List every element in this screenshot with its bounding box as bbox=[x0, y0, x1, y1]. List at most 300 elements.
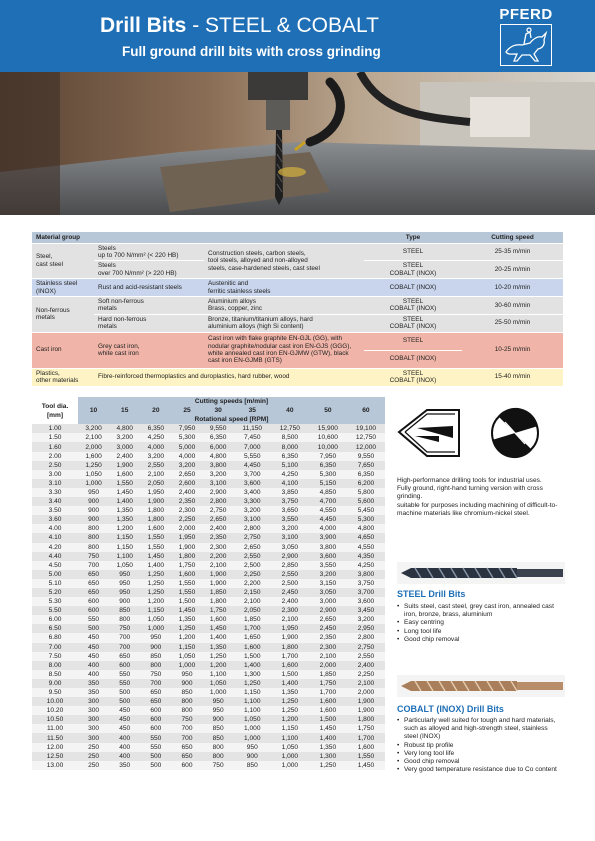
rpm-cell: 4,550 bbox=[309, 506, 347, 515]
rpm-cell: 850 bbox=[171, 688, 202, 697]
speed-cell: 10-25 m/min bbox=[462, 332, 563, 368]
rpm-cell: 15,900 bbox=[309, 424, 347, 433]
rpm-cell: 1,000 bbox=[234, 724, 271, 733]
rpm-cell: 1,950 bbox=[171, 533, 202, 542]
rpm-cell: 1,250 bbox=[203, 652, 234, 661]
rpm-cell: 9,550 bbox=[203, 424, 234, 433]
rpm-cell: 1,950 bbox=[271, 624, 309, 633]
rpm-cell: 1,600 bbox=[347, 743, 385, 752]
rpm-cell: 1,250 bbox=[140, 588, 171, 597]
rpm-cell: 4,700 bbox=[309, 497, 347, 506]
cutting-speed-value: 50 bbox=[309, 406, 347, 415]
rpm-cell: 650 bbox=[78, 579, 109, 588]
rpm-cell: 650 bbox=[140, 697, 171, 706]
speed-cell: 30-60 m/min bbox=[462, 296, 563, 314]
rpm-cell: 1,850 bbox=[234, 615, 271, 624]
rpm-cell: 3,050 bbox=[271, 543, 309, 552]
cutting-speed-value: 35 bbox=[234, 406, 271, 415]
rpm-cell: 3,100 bbox=[234, 515, 271, 524]
rpm-cell: 250 bbox=[78, 743, 109, 752]
rpm-cell: 550 bbox=[109, 670, 140, 679]
table-row bbox=[32, 670, 385, 679]
description-line: Fully ground, right-hand turning version with cross grinding. bbox=[397, 485, 543, 501]
cutting-speed-value: 60 bbox=[347, 406, 385, 415]
rpm-cell: 4,650 bbox=[347, 533, 385, 542]
rpm-cell: 1,000 bbox=[271, 761, 309, 770]
rpm-cell: 1,600 bbox=[271, 661, 309, 670]
rpm-cell: 400 bbox=[78, 670, 109, 679]
rpm-cell: 6,350 bbox=[203, 433, 234, 442]
rpm-cell: 4,000 bbox=[140, 442, 171, 451]
rpm-cell: 3,050 bbox=[309, 588, 347, 597]
rpm-cell: 6,350 bbox=[309, 461, 347, 470]
rpm-cell: 1,350 bbox=[171, 615, 202, 624]
rpm-cell: 1,600 bbox=[309, 697, 347, 706]
rpm-cell: 650 bbox=[78, 588, 109, 597]
rpm-cell: 1,200 bbox=[271, 715, 309, 724]
rpm-cell: 4,000 bbox=[309, 524, 347, 533]
tool-diameter-cell: 3.50 bbox=[32, 506, 78, 515]
tool-diameter-cell: 11.50 bbox=[32, 733, 78, 742]
table-row bbox=[32, 643, 385, 652]
rpm-cell: 1,450 bbox=[309, 724, 347, 733]
rpm-cell: 1,350 bbox=[203, 643, 234, 652]
rpm-cell: 1,900 bbox=[109, 461, 140, 470]
rpm-cell: 8,500 bbox=[271, 433, 309, 442]
rpm-cell: 2,750 bbox=[347, 643, 385, 652]
rpm-cell: 4,800 bbox=[109, 424, 140, 433]
rpm-cell: 6,350 bbox=[347, 470, 385, 479]
rpm-cell: 2,500 bbox=[271, 579, 309, 588]
rpm-cell: 550 bbox=[140, 733, 171, 742]
cobalt-bullet-list bbox=[397, 717, 562, 774]
examples-cell: Construction steels, carbon steels, tool steels, alloyed and non-alloyed steels, case-hardened steels, cast steel bbox=[204, 243, 364, 279]
rpm-cell: 450 bbox=[78, 652, 109, 661]
steel-drill-bit-image bbox=[397, 562, 565, 584]
rpm-cell: 300 bbox=[78, 706, 109, 715]
rpm-cell: 1,500 bbox=[234, 652, 271, 661]
rpm-cell: 300 bbox=[78, 715, 109, 724]
rpm-cell: 450 bbox=[109, 724, 140, 733]
rpm-cell: 1,000 bbox=[234, 733, 271, 742]
rpm-cell: 5,600 bbox=[347, 497, 385, 506]
table-row bbox=[32, 733, 385, 742]
table-row bbox=[32, 597, 385, 606]
table-row bbox=[32, 497, 385, 506]
rpm-cell: 2,450 bbox=[309, 624, 347, 633]
rpm-cell: 2,550 bbox=[234, 552, 271, 561]
rpm-cell: 2,050 bbox=[140, 479, 171, 488]
tool-diameter-cell: 5.20 bbox=[32, 588, 78, 597]
rpm-cell: 2,050 bbox=[234, 606, 271, 615]
rpm-cell: 3,300 bbox=[234, 497, 271, 506]
rpm-cell: 2,650 bbox=[171, 470, 202, 479]
sub-group-cell: Hard non-ferrous metals bbox=[94, 314, 204, 332]
list-item: • Very good temperature resistance due to Co content bbox=[397, 766, 562, 774]
rpm-cell: 2,400 bbox=[171, 488, 202, 497]
rpm-cell: 1,100 bbox=[234, 706, 271, 715]
rpm-cell: 1,100 bbox=[234, 697, 271, 706]
rpm-cell: 800 bbox=[203, 743, 234, 752]
tool-diameter-cell: 11.00 bbox=[32, 724, 78, 733]
tool-diameter-cell: 6.00 bbox=[32, 615, 78, 624]
header-material-group: Material group bbox=[32, 232, 364, 243]
rpm-cell: 5,100 bbox=[271, 461, 309, 470]
speed-cell: 10-20 m/min bbox=[462, 279, 563, 297]
rpm-cell: 900 bbox=[78, 515, 109, 524]
list-item: • Long tool life bbox=[397, 628, 562, 636]
tool-diameter-cell: 8.00 bbox=[32, 661, 78, 670]
rpm-cell: 650 bbox=[140, 688, 171, 697]
table-row bbox=[32, 515, 385, 524]
rpm-cell: 5,000 bbox=[171, 442, 202, 451]
rpm-cell: 2,100 bbox=[271, 615, 309, 624]
rpm-cell: 950 bbox=[234, 743, 271, 752]
tool-diameter-cell: 4.50 bbox=[32, 561, 78, 570]
rpm-cell: 3,200 bbox=[140, 452, 171, 461]
rpm-cell: 12,750 bbox=[347, 433, 385, 442]
rpm-cell: 2,800 bbox=[234, 524, 271, 533]
table-row bbox=[32, 296, 563, 314]
rpm-cell: 800 bbox=[109, 615, 140, 624]
sub-group-cell: Rust and acid-resistant steels bbox=[94, 279, 204, 297]
list-item: • Suits steel, cast steel, grey cast iron, annealed cast iron, bronze, brass, aluminium bbox=[397, 603, 562, 619]
rpm-cell: 1,450 bbox=[203, 624, 234, 633]
rpm-cell: 1,050 bbox=[78, 470, 109, 479]
rpm-cell: 2,500 bbox=[234, 561, 271, 570]
rpm-cell: 2,200 bbox=[234, 579, 271, 588]
rpm-cell: 400 bbox=[78, 661, 109, 670]
rpm-cell: 750 bbox=[171, 715, 202, 724]
cross-grinding-diagram bbox=[397, 402, 547, 464]
rpm-cell: 2,100 bbox=[309, 652, 347, 661]
rpm-cell: 1,050 bbox=[234, 715, 271, 724]
rpm-cell: 450 bbox=[109, 715, 140, 724]
rpm-cell: 1,250 bbox=[78, 461, 109, 470]
page-title bbox=[100, 14, 379, 38]
rpm-cell: 12,000 bbox=[347, 442, 385, 451]
rpm-cell: 850 bbox=[109, 606, 140, 615]
rpm-cell: 1,100 bbox=[109, 552, 140, 561]
rpm-cell: 800 bbox=[78, 543, 109, 552]
rpm-cell: 1,800 bbox=[347, 715, 385, 724]
tool-diameter-cell: 6.50 bbox=[32, 624, 78, 633]
rpm-cell: 7,950 bbox=[171, 424, 202, 433]
rpm-cell: 2,100 bbox=[203, 561, 234, 570]
rpm-cell: 7,650 bbox=[347, 461, 385, 470]
rpm-cell: 3,600 bbox=[347, 597, 385, 606]
rpm-cell: 500 bbox=[109, 688, 140, 697]
rpm-cell: 700 bbox=[109, 633, 140, 642]
rpm-cell: 1,900 bbox=[347, 697, 385, 706]
rpm-cell: 1,900 bbox=[171, 543, 202, 552]
description-line: High-performance drilling tools for industrial uses. bbox=[397, 477, 542, 484]
rpm-cell: 4,350 bbox=[347, 552, 385, 561]
product-description bbox=[397, 477, 562, 518]
speed-cell: 25-35 m/min bbox=[462, 243, 563, 261]
rpm-cell: 1,350 bbox=[271, 688, 309, 697]
type-cell: COBALT (INOX) bbox=[364, 350, 462, 368]
examples-cell: Bronze, titanium/titanium alloys, hard aluminium alloys (high Si content) bbox=[204, 314, 364, 332]
rpm-cell: 1,000 bbox=[140, 624, 171, 633]
table-row bbox=[32, 479, 385, 488]
rpm-cell: 1,900 bbox=[140, 497, 171, 506]
cobalt-drill-bit-image bbox=[397, 675, 565, 697]
rpm-cell: 3,200 bbox=[203, 470, 234, 479]
rpm-cell: 1,450 bbox=[109, 488, 140, 497]
rpm-cell: 1,050 bbox=[203, 679, 234, 688]
rpm-cell: 2,900 bbox=[309, 606, 347, 615]
logo-text: PFERD bbox=[499, 6, 553, 23]
rpm-cell: 3,800 bbox=[347, 570, 385, 579]
rpm-cell: 6,350 bbox=[140, 424, 171, 433]
rpm-cell: 1,300 bbox=[234, 670, 271, 679]
rpm-cell: 1,400 bbox=[140, 561, 171, 570]
material-group-cell: Non-ferrous metals bbox=[32, 296, 94, 332]
rpm-cell: 5,550 bbox=[234, 452, 271, 461]
tool-diameter-cell: 5.30 bbox=[32, 597, 78, 606]
rpm-cell: 1,800 bbox=[171, 552, 202, 561]
rpm-cell: 3,200 bbox=[309, 570, 347, 579]
rpm-cell: 3,400 bbox=[234, 488, 271, 497]
rpm-cell: 2,650 bbox=[234, 543, 271, 552]
rpm-cell: 3,200 bbox=[109, 433, 140, 442]
rpm-cell: 1,000 bbox=[78, 479, 109, 488]
tool-diameter-cell: 1.00 bbox=[32, 424, 78, 433]
page-header bbox=[0, 0, 595, 72]
tool-diameter-cell: 6.80 bbox=[32, 633, 78, 642]
rpm-cell: 1,550 bbox=[171, 579, 202, 588]
rpm-cell: 700 bbox=[171, 733, 202, 742]
examples-cell: Aluminium alloys Brass, copper, zinc bbox=[204, 296, 364, 314]
rpm-cell: 2,250 bbox=[234, 570, 271, 579]
rpm-cell: 2,350 bbox=[171, 497, 202, 506]
table-row bbox=[32, 688, 385, 697]
list-item: • Good chip removal bbox=[397, 758, 562, 766]
rpm-cell: 12,750 bbox=[271, 424, 309, 433]
rpm-cell: 900 bbox=[78, 497, 109, 506]
rpm-cell: 900 bbox=[109, 597, 140, 606]
rpm-cell: 1,500 bbox=[171, 597, 202, 606]
table-row bbox=[32, 570, 385, 579]
table-row bbox=[32, 633, 385, 642]
rpm-cell: 1,400 bbox=[309, 733, 347, 742]
rpm-cell: 950 bbox=[140, 633, 171, 642]
rpm-cell: 700 bbox=[78, 561, 109, 570]
rpm-cell: 800 bbox=[78, 533, 109, 542]
header-type: Type bbox=[364, 232, 462, 243]
rpm-cell: 9,550 bbox=[347, 452, 385, 461]
rpm-cell: 700 bbox=[171, 724, 202, 733]
rpm-cell: 1,700 bbox=[347, 733, 385, 742]
rpm-cell: 10,600 bbox=[309, 433, 347, 442]
rpm-cell: 450 bbox=[78, 643, 109, 652]
rpm-cell: 600 bbox=[140, 724, 171, 733]
table-row bbox=[32, 561, 385, 570]
rpm-cell: 800 bbox=[78, 524, 109, 533]
type-cell: STEEL COBALT (INOX) bbox=[364, 296, 462, 314]
rpm-cell: 1,400 bbox=[109, 497, 140, 506]
list-item: • Particularly well suited for tough and hard materials, such as alloyed and high-strength steel, stainless steel (INOX) bbox=[397, 717, 562, 742]
rpm-cell: 1,250 bbox=[309, 761, 347, 770]
rpm-cell: 1,600 bbox=[78, 452, 109, 461]
rpm-cell: 350 bbox=[78, 688, 109, 697]
table-row bbox=[32, 461, 385, 470]
tool-diameter-cell: 9.00 bbox=[32, 679, 78, 688]
rpm-cell: 2,000 bbox=[171, 524, 202, 533]
rpm-cell: 600 bbox=[171, 761, 202, 770]
rpm-cell: 8,000 bbox=[271, 442, 309, 451]
rpm-cell: 1,150 bbox=[171, 643, 202, 652]
rpm-cell: 3,900 bbox=[309, 533, 347, 542]
title-rest: - STEEL & COBALT bbox=[186, 14, 379, 37]
list-item: • Very long tool life bbox=[397, 750, 562, 758]
rpm-cell: 7,950 bbox=[309, 452, 347, 461]
speed-cell: 15-40 m/min bbox=[462, 368, 563, 386]
rpm-table bbox=[32, 397, 385, 770]
rpm-cell: 2,100 bbox=[78, 433, 109, 442]
sub-group-cell: Grey cast iron, white cast iron bbox=[94, 332, 204, 368]
rpm-cell: 2,300 bbox=[271, 606, 309, 615]
rpm-cell: 1,600 bbox=[140, 524, 171, 533]
rpm-cell: 300 bbox=[78, 733, 109, 742]
rpm-cell: 1,150 bbox=[234, 688, 271, 697]
rpm-cell: 4,250 bbox=[347, 561, 385, 570]
rpm-cell: 1,000 bbox=[271, 752, 309, 761]
rpm-cell: 1,250 bbox=[234, 679, 271, 688]
rpm-cell: 2,150 bbox=[234, 588, 271, 597]
rpm-cell: 1,850 bbox=[203, 588, 234, 597]
rpm-cell: 800 bbox=[203, 752, 234, 761]
tool-diameter-cell: 3.60 bbox=[32, 515, 78, 524]
rpm-cell: 1,550 bbox=[140, 533, 171, 542]
rpm-cell: 6,200 bbox=[347, 479, 385, 488]
rpm-cell: 250 bbox=[78, 752, 109, 761]
tool-diameter-cell: 7.50 bbox=[32, 652, 78, 661]
rpm-cell: 5,450 bbox=[347, 506, 385, 515]
rpm-cell: 1,350 bbox=[109, 515, 140, 524]
tool-diameter-cell: 13.00 bbox=[32, 761, 78, 770]
rpm-cell: 2,600 bbox=[171, 479, 202, 488]
rpm-cell: 3,150 bbox=[309, 579, 347, 588]
rpm-cell: 19,100 bbox=[347, 424, 385, 433]
rpm-cell: 1,400 bbox=[234, 661, 271, 670]
table-row bbox=[32, 552, 385, 561]
examples-cell: Austenitic and ferritic stainless steels bbox=[204, 279, 364, 297]
rpm-cell: 950 bbox=[109, 579, 140, 588]
rpm-cell: 850 bbox=[140, 652, 171, 661]
rpm-cell: 1,300 bbox=[309, 752, 347, 761]
rpm-cell: 950 bbox=[109, 570, 140, 579]
rpm-cell: 1,800 bbox=[203, 597, 234, 606]
tool-diameter-cell: 1.50 bbox=[32, 433, 78, 442]
table-row bbox=[32, 424, 385, 433]
rpm-cell: 1,150 bbox=[109, 543, 140, 552]
rpm-cell: 2,350 bbox=[203, 533, 234, 542]
rpm-cell: 750 bbox=[203, 761, 234, 770]
rpm-cell: 750 bbox=[140, 670, 171, 679]
rpm-cell: 1,950 bbox=[140, 488, 171, 497]
rpm-cell: 800 bbox=[140, 661, 171, 670]
table-row bbox=[32, 543, 385, 552]
rpm-cell: 1,700 bbox=[309, 688, 347, 697]
steel-bullet-list bbox=[397, 603, 562, 644]
rpm-cell: 1,250 bbox=[140, 579, 171, 588]
rpm-cell: 2,750 bbox=[234, 533, 271, 542]
rpm-cell: 1,000 bbox=[171, 661, 202, 670]
rpm-table-body bbox=[32, 424, 385, 770]
table-row bbox=[32, 470, 385, 479]
rpm-cell: 1,550 bbox=[140, 543, 171, 552]
rpm-cell: 3,200 bbox=[78, 424, 109, 433]
rpm-cell: 3,550 bbox=[309, 561, 347, 570]
rpm-cell: 3,750 bbox=[271, 497, 309, 506]
table-row bbox=[32, 332, 563, 350]
rpm-cell: 1,900 bbox=[203, 570, 234, 579]
rpm-cell: 2,400 bbox=[347, 661, 385, 670]
rpm-cell: 3,700 bbox=[347, 588, 385, 597]
rpm-cell: 2,750 bbox=[203, 506, 234, 515]
type-cell: STEEL bbox=[364, 332, 462, 350]
rpm-cell: 600 bbox=[140, 706, 171, 715]
rpm-cell: 950 bbox=[203, 706, 234, 715]
rpm-cell: 600 bbox=[109, 661, 140, 670]
table-row bbox=[32, 579, 385, 588]
table-row bbox=[32, 533, 385, 542]
rpm-cell: 2,350 bbox=[309, 633, 347, 642]
tool-diameter-cell: 4.00 bbox=[32, 524, 78, 533]
rpm-cell: 4,550 bbox=[347, 543, 385, 552]
rpm-cell: 4,250 bbox=[140, 433, 171, 442]
tool-diameter-cell: 3.40 bbox=[32, 497, 78, 506]
rpm-cell: 3,850 bbox=[271, 488, 309, 497]
tool-diameter-cell: 12.50 bbox=[32, 752, 78, 761]
rpm-cell: 1,500 bbox=[309, 715, 347, 724]
rpm-cell: 6,350 bbox=[271, 452, 309, 461]
pferd-logo bbox=[492, 6, 560, 68]
tool-diameter-cell: 10.50 bbox=[32, 715, 78, 724]
rpm-cell: 1,250 bbox=[140, 570, 171, 579]
type-cell: COBALT (INOX) bbox=[364, 279, 462, 297]
cutting-speed-value: 10 bbox=[78, 406, 109, 415]
rpm-cell: 11,150 bbox=[234, 424, 271, 433]
rpm-cell: 4,450 bbox=[234, 461, 271, 470]
table-row bbox=[32, 761, 385, 770]
rpm-cell: 450 bbox=[78, 633, 109, 642]
table-row bbox=[32, 652, 385, 661]
rpm-cell: 1,350 bbox=[109, 506, 140, 515]
rpm-cell: 700 bbox=[109, 643, 140, 652]
tool-diameter-header: Tool dia. [mm] bbox=[32, 397, 78, 424]
rpm-cell: 900 bbox=[140, 643, 171, 652]
type-cell: STEEL bbox=[364, 243, 462, 261]
rpm-cell: 2,850 bbox=[271, 561, 309, 570]
material-group-cell: Plastics, other materials bbox=[32, 368, 94, 386]
material-group-cell: Cast iron bbox=[32, 332, 94, 368]
tool-diameter-cell: 7.00 bbox=[32, 643, 78, 652]
rpm-cell: 1,050 bbox=[109, 561, 140, 570]
tool-diameter-cell: 1.60 bbox=[32, 442, 78, 451]
rpm-cell: 1,900 bbox=[271, 633, 309, 642]
rotational-speed-header: Rotational speed [RPM] bbox=[78, 415, 385, 424]
steel-section-title: STEEL Drill Bits bbox=[397, 589, 466, 599]
tool-diameter-cell: 10.00 bbox=[32, 697, 78, 706]
rpm-cell: 1,200 bbox=[171, 633, 202, 642]
rpm-cell: 800 bbox=[171, 706, 202, 715]
rpm-cell: 300 bbox=[78, 724, 109, 733]
rpm-cell: 4,250 bbox=[271, 470, 309, 479]
rpm-cell: 1,250 bbox=[171, 624, 202, 633]
